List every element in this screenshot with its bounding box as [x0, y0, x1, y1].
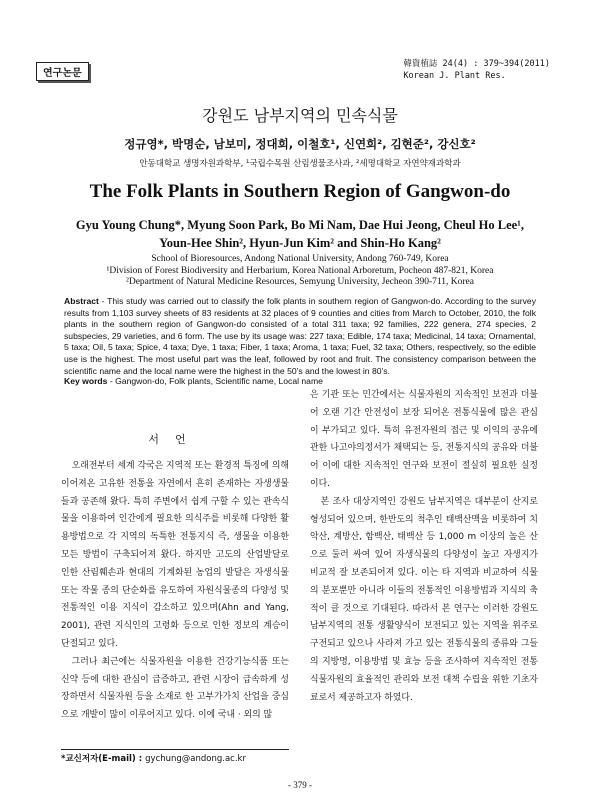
- abstract: [64, 296, 536, 377]
- authors-korean: 정규영*, 박명순, 남보미, 정대희, 이철호¹, 신연희², 김현준², 강신호²: [124, 137, 476, 151]
- paragraph: 본 조사 대상지역인 강원도 남부지역은 대부분이 산지로 형성되어 있으며, 한반도의 척추인 태백산맥을 비롯하여 치악산, 계방산, 함백산, 태백산 등 1,000 m 이상의 높은 산으로 둘러 싸여 있어 자생식물의 다양성이 높고 자생지가 비교적 잘 보존되어져 있다. 이는 타 지역과 비교하여 식물의 분포뿐만 아니라 이들의 전통적인 이용방법과 지식의 축적이 클 것으로 기대된다. 따라서 본 연구는 이러한 강원도 남부지역의 전통 생활양식이 보전되고 있는 지역을 위주로 구전되고 있으나 사라져 가고 있는 전통식물의 종류와 그들의 지방명, 이용방법 및 효능 등을 조사하여 지속적인 전통식물자원의 효율적인 관리와 보전 대책 수립을 위한 기초자료로서 제공하고자 하였다.: [310, 496, 538, 703]
- abstract-text: - This study was carried out to classify the folk plants in southern region of Gangwon-do. According to the survey results from 1,103 survey sheets of 83 residents at 32 places of 9 counties and cities from March to October, 2010, the folk plants in the southern region of Gangwon-do consisted of a total 311 taxa; 92 families, 222 genera, 274 species, 2 subspecies, 29 varieties, and 6 form. The use by its usage was: 227 taxa; Edible, 174 taxa; Medicinal, 14 taxa; Ornamental, 5 taxa; Oil, 5 taxa; Spice, 4 taxa; Dye, 1 taxa; Fiber, 1 taxa; Aroma, 1 taxa; Fuel, 32 taxa; Others, respectively, so the edible use is the highest. The most useful part was the leaf, followed by root and fruit. The consistency comparison between the scientific name and the local name were the highest in the 50’s and the lowest in 80’s.: [64, 296, 536, 376]
- affiliation-english-line2: ¹Division of Forest Biodiversity and Herbarium, Korea National Arboretum, Pocheon 487-821, Korea: [106, 265, 494, 276]
- paragraph: 오래전부터 세계 각국은 지역적 또는 환경적 특징에 의해 이어져온 고유한 전통을 자연에서 흔히 존재하는 자생생물들과 공존해 왔다. 특히 주변에서 쉽게 구할 수 있는 관속식물을 이용하여 인간에게 필요한 의식주를 비롯해 다양한 활용방법으로 각 지역의 독특한 전통지식 즉, 생물을 이용한 모든 방법이 구축되어져 왔다. 하지만 고도의 산업발달로 인한 산림훼손과 현대의 기계화된 농업의 발달은 자생식물 또는 작물 종의 단순화를 유도하여 자원식물종의 다양성 및 전통적인 이용 지식이 감소하고 있으며(Ahn and Yang, 2001), 관련 지식인의 고령화 등으로 인한 정보의 계승이 단절되고 있다.: [61, 461, 289, 649]
- journal-citation: 韓資植誌 24(4) : 379~394(2011): [403, 59, 550, 69]
- authors-english-line1: Gyu Young Chung*, Myung Soon Park, Bo Mi Nam, Dae Hui Jeong, Cheul Ho Lee¹,: [75, 218, 525, 232]
- keywords: [64, 376, 536, 386]
- section-heading-introduction: 서언: [148, 433, 202, 446]
- footnote-email: gychung@andong.ac.kr: [145, 754, 246, 764]
- title-korean: 강원도 남부지역의 민속식물: [202, 106, 398, 125]
- abstract-label: Abstract: [64, 296, 99, 306]
- authors-english-line2: Youn-Hee Shin², Hyun-Jun Kim² and Shin-Ho Kang²: [159, 236, 441, 250]
- affiliation-english-line3: ²Department of Natural Medicine Resources, Semyung University, Jecheon 390-711, Korea: [125, 277, 474, 287]
- footnote-divider: [61, 749, 289, 750]
- journal-name: Korean J. Plant Res.: [403, 71, 506, 81]
- keywords-label: Key words: [64, 376, 108, 386]
- body-column-right: [310, 387, 538, 707]
- authors-english: [40, 216, 560, 252]
- footnote-label: *교신저자(E-mail) :: [61, 754, 146, 764]
- journal-info: [403, 58, 550, 82]
- page-number: - 379 -: [288, 780, 312, 790]
- paragraph: 그러나 최근에는 식물자원을 이용한 건강기능식품 또는 신약 등에 대한 관심이 급증하고, 관련 시장이 급속하게 성장하면서 식물자원 등을 소재로 한 고부가가치 산업을 중심으로 개발이 많이 이루어지고 있다. 이에 국내 · 외의 많: [61, 656, 289, 721]
- affiliation-korean: 안동대학교 생명자원과학부, ¹국립수목원 산림생물조사과, ²세명대학교 자연약재과학과: [139, 159, 461, 169]
- footnote-corresponding-author: [61, 752, 246, 764]
- body-column-left: [61, 458, 289, 725]
- affiliation-english-line1: School of Bioresources, Andong National University, Andong 760-749, Korea: [151, 254, 449, 264]
- affiliation-english: [40, 254, 560, 289]
- title-english: The Folk Plants in Southern Region of Gangwon-do: [89, 181, 511, 202]
- keywords-text: - Gangwon-do, Folk plants, Scientific name, Local name: [107, 376, 323, 386]
- article-type-badge: 연구논문: [36, 62, 89, 81]
- paragraph: 은 기관 또는 민간에서는 식물자원의 지속적인 보전과 더불어 오랜 기간 안전성이 보장 되어온 전통식물에 많은 관심이 부가되고 있다. 특히 유전자원의 접근 및 이익의 공유에 관한 나고야의정서가 채택되는 등, 전통지식의 공유와 더불어 이에 대한 지속적인 연구와 보전이 절실히 필요한 실정이다.: [310, 390, 538, 489]
